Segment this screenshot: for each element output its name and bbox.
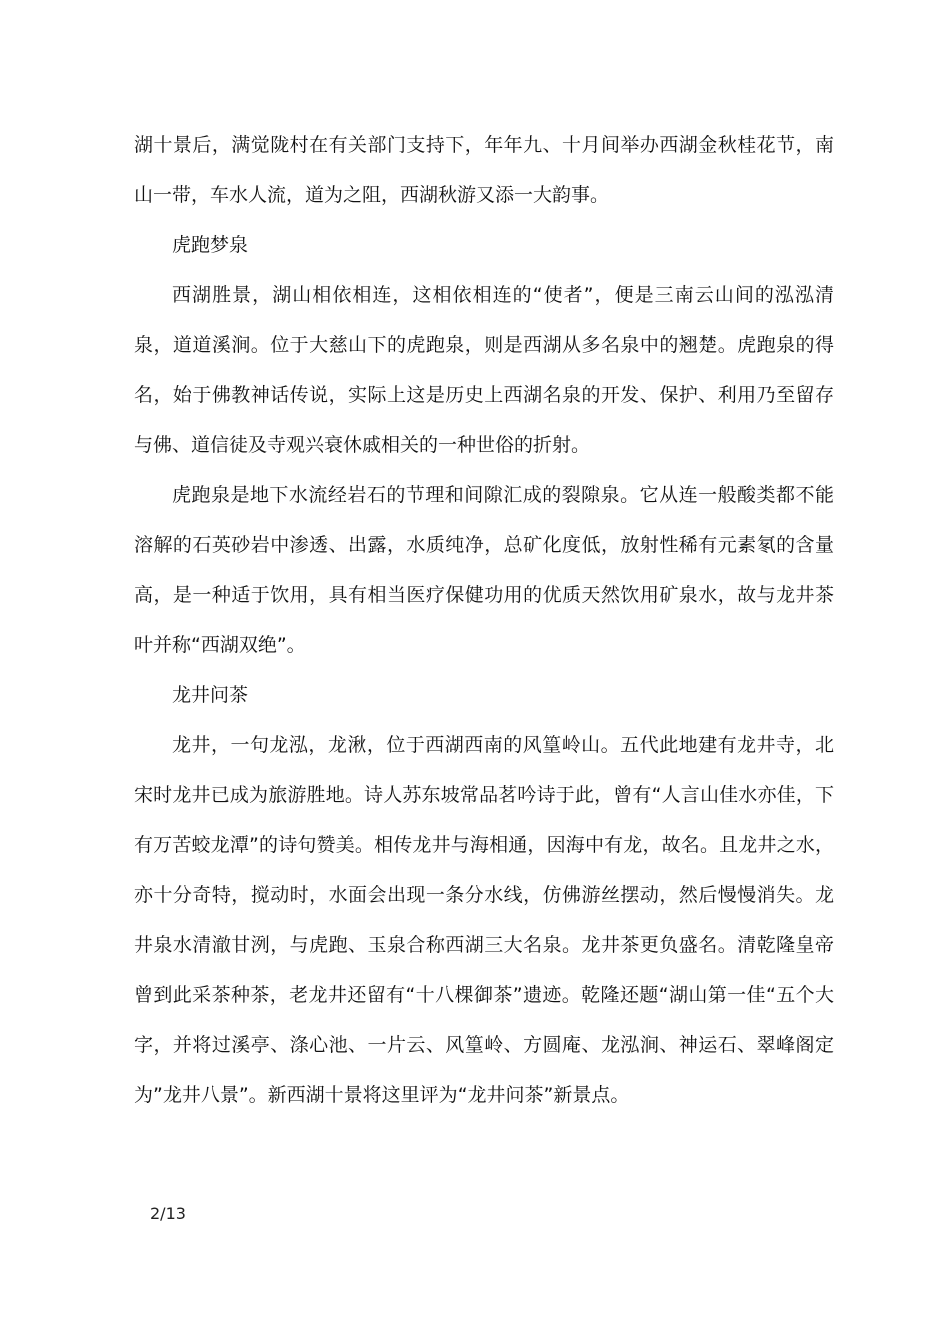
page-number: 2/13 <box>150 1204 186 1223</box>
paragraph-continuation: 湖十景后，满觉陇村在有关部门支持下，年年九、十月间举办西湖金秋桂花节，南山一带，车水人流，道为之阻，西湖秋游又添一大韵事。 <box>134 134 834 206</box>
paragraph-hupao-intro: 西湖胜景，湖山相依相连，这相依相连的“使者”，便是三南云山间的泓泓清泉，道道溪涧。位于大慈山下的虎跑泉，则是西湖从多名泉中的翘楚。虎跑泉的得名，始于佛教神话传说，实际上这是历史上西湖名泉的开发、保护、利用乃至留存与佛、道信徒及寺观兴衰休戚相关的一种世俗的折射。 <box>134 284 834 456</box>
paragraph-hupao-spring: 虎跑泉是地下水流经岩石的节理和间隙汇成的裂隙泉。它从连一般酸类都不能溶解的石英砂岩中渗透、出露，水质纯净，总矿化度低，放射性稀有元素氡的含量高，是一种适于饮用，具有相当医疗保健功用的优质天然饮用矿泉水，故与龙井茶叶并称“西湖双绝”。 <box>134 484 834 656</box>
paragraph-longjing: 龙井，一句龙泓，龙湫，位于西湖西南的风篁岭山。五代此地建有龙井寺，北宋时龙井已成为旅游胜地。诗人苏东坡常品茗吟诗于此，曾有“人言山佳水亦佳，下有万苦蛟龙潭”的诗句赞美。相传龙井与海相通，因海中有龙，故名。且龙井之水，亦十分奇特，搅动时，水面会出现一条分水线，仿佛游丝摆动，然后慢慢消失。龙井泉水清澈甘洌，与虎跑、玉泉合称西湖三大名泉。龙井茶更负盛名。清乾隆皇帝曾到此采茶种茶，老龙井还留有“十八棵御茶”遗迹。乾隆还题“湖山第一佳“五个大字，并将过溪亭、涤心池、一片云、风篁岭、方圆庵、龙泓涧、神运石、翠峰阁定为”龙井八景”。新西湖十景将这里评为“龙井问茶”新景点。 <box>134 734 834 1106</box>
section-heading-hupao: 虎跑梦泉 <box>172 234 249 256</box>
document-body <box>134 120 834 1120</box>
section-heading-longjing: 龙井问茶 <box>172 684 249 706</box>
